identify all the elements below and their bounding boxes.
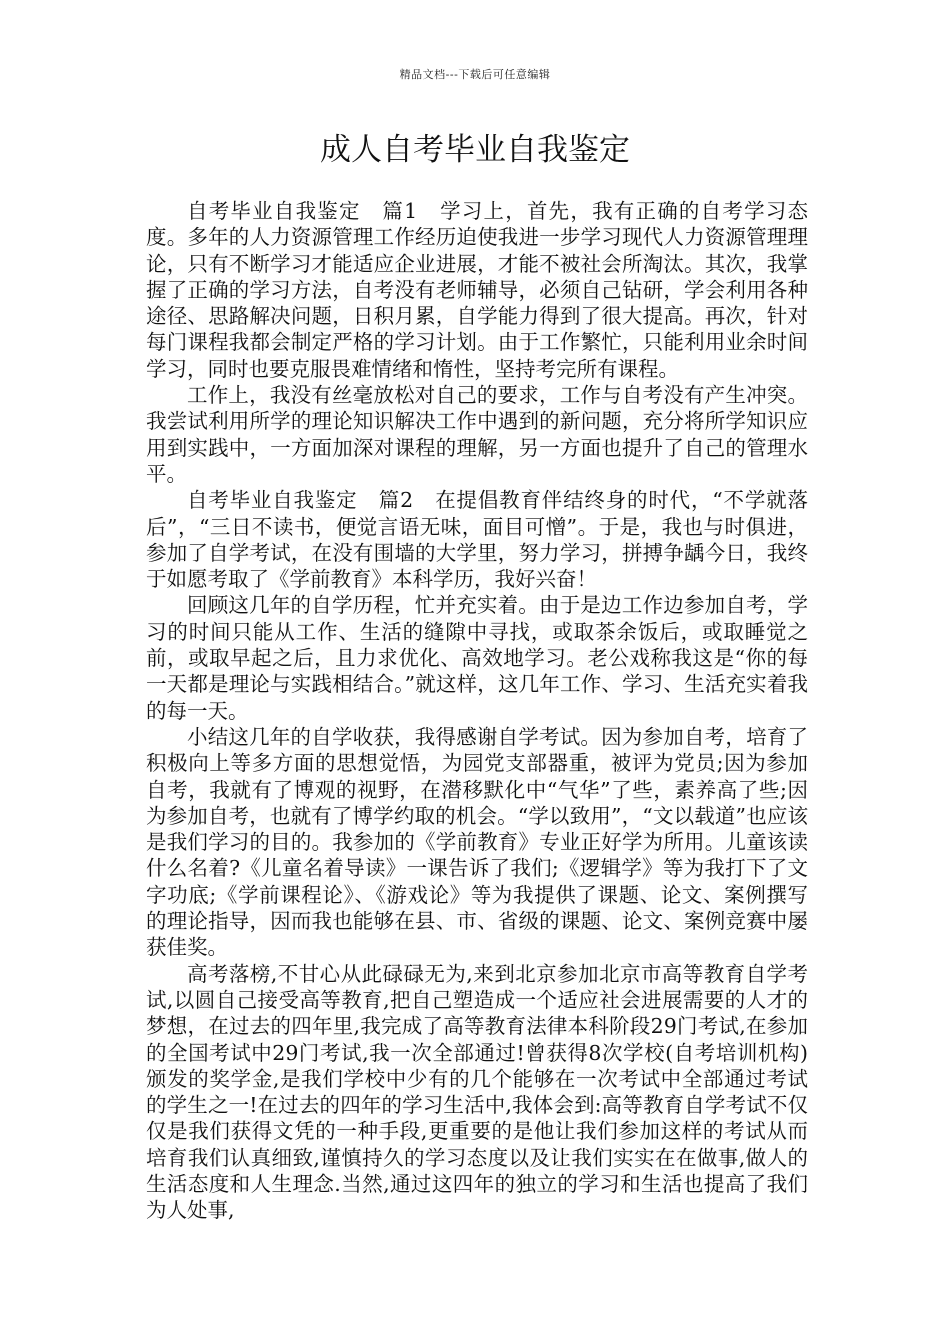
document-title: 成人自考毕业自我鉴定 [320, 132, 630, 168]
paragraph-1: 自考毕业自我鉴定 篇1 学习上，首先，我有正确的自考学习态度。多年的人力资源管理工作经历迫使我进一步学习现代人力资源管理理论，只有不断学习才能适应企业进展，才能不被社会所淘汰。其次，我掌握了正确的学习方法，自考没有老师辅导，必须自己钻研，学会利用各种途径、思路解决问题，日积月累，自学能力得到了很大提高。再次，针对每门课程我都会制定严格的学习计划。由于工作繁忙，只能利用业余时间学习，同时也要克服畏难情绪和惰性，坚持考完所有课程。 [146, 199, 808, 381]
paragraph-6: 高考落榜,不甘心从此碌碌无为,来到北京参加北京市高等教育自学考试,以圆自己接受高等教育,把自己塑造成一个适应社会进展需要的人才的梦想，在过去的四年里,我完成了高等教育法律本科阶段29门考试,在参加的全国考试中29门考试,我一次全部通过!曾获得8次学校(自考培训机构)颁发的奖学金,是我们学校中少有的几个能够在一次考试中全部通过考试的学生之一!在过去的四年的学习生活中,我体会到:高等教育自学考试不仅仅是我们获得文凭的一种手段,更重要的是他让我们参加这样的考试从而培育我们认真细致,谨慎持久的学习态度以及让我们实实在在做事,做人的生活态度和人生理念.当然,通过这四年的独立的学习和生活也提高了我们为人处事, [146, 961, 808, 1223]
paragraph-3: 自考毕业自我鉴定 篇2 在提倡教育伴结终身的时代，“不学就落后”，“三日不读书，便觉言语无味，面目可憎”。于是，我也与时俱进，参加了自学考试，在没有围墙的大学里，努力学习，拼搏争龋今日，我终于如愿考取了《学前教育》本科学历，我好兴奋！ [146, 488, 808, 592]
paragraph-5: 小结这几年的自学收获，我得感谢自学考试。因为参加自考，培育了积极向上等多方面的思想觉悟，为园党支部器重，被评为党员;因为参加自考，我就有了博观的视野，在潜移默化中“气华”了些，素养高了些;因为参加自考，也就有了博学约取的机会。“学以致用”，“文以载道”也应该是我们学习的目的。我参加的《学前教育》专业正好学为所用。儿童该读什么名着?《儿童名着导读》一课告诉了我们;《逻辑学》等为我打下了文字功底;《学前课程论》、《游戏论》等为我提供了课题、论文、案例撰写的理论指导，因而我也能够在县、市、省级的课题、论文、案例竞赛中屡获佳奖。 [146, 724, 808, 960]
document-body [146, 198, 808, 1224]
paragraph-4: 回顾这几年的自学历程，忙并充实着。由于是边工作边参加自考，学习的时间只能从工作、生活的缝隙中寻找，或取茶余饭后，或取睡觉之前，或取早起之后，且力求优化、高效地学习。老公戏称我这是“你的每一天都是理论与实践相结合。”就这样，这几年工作、学习、生活充实着我的每一天。 [146, 593, 808, 723]
paragraph-2: 工作上，我没有丝毫放松对自己的要求，工作与自考没有产生冲突。我尝试利用所学的理论知识解决工作中遇到的新问题，充分将所学知识应用到实践中，一方面加深对课程的理解，另一方面也提升了自己的管理水平。 [146, 383, 808, 486]
page-header: 精品文档---下载后可任意编辑 [399, 68, 551, 81]
